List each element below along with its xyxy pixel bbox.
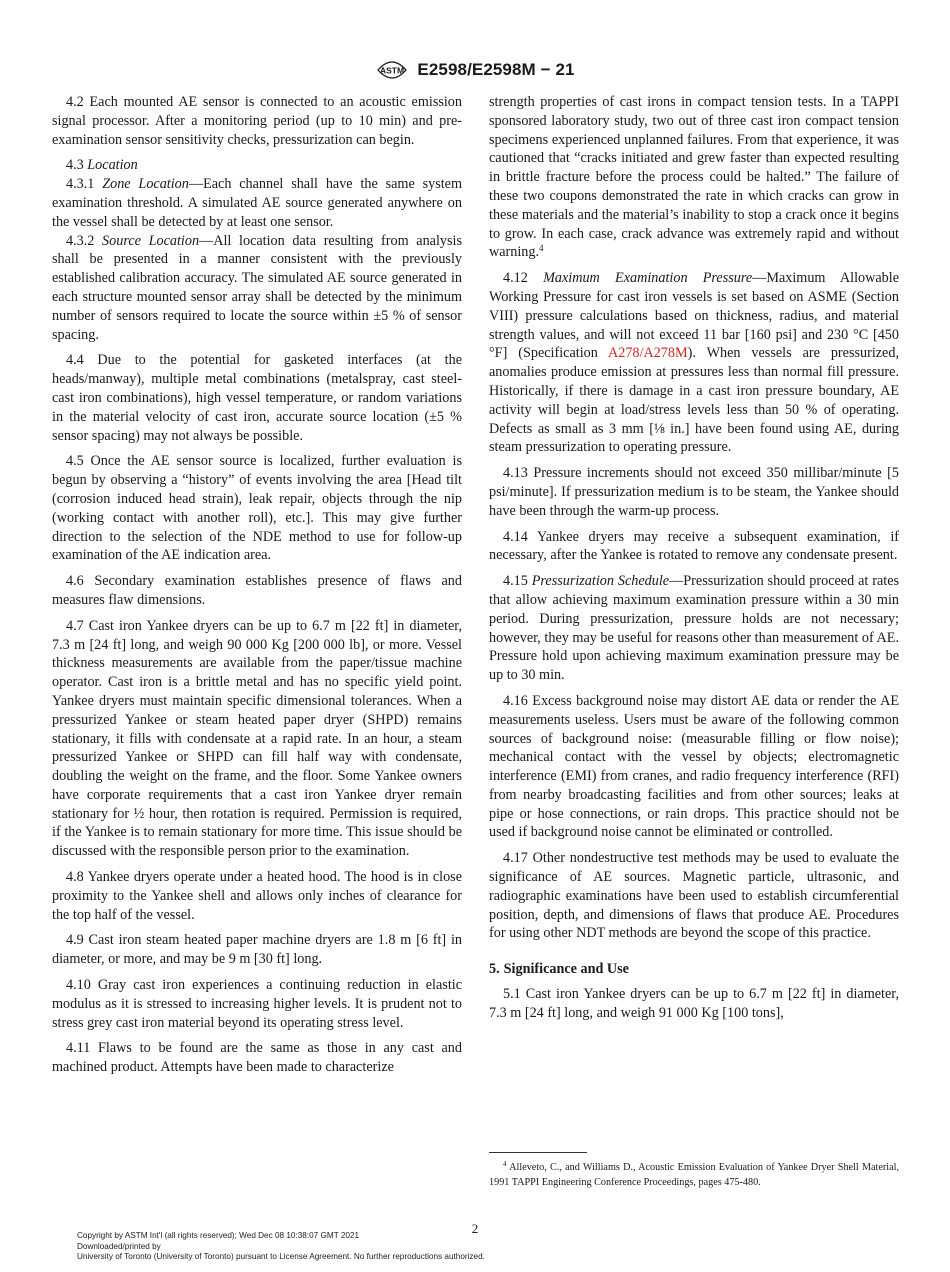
svg-text:ASTM: ASTM	[380, 65, 405, 76]
paragraph-5-1: 5.1 Cast iron Yankee dryers can be up to 6.7 m [22 ft] in diameter, 7.3 m [24 ft] long, and weigh 91 000 Kg [100 tons],	[489, 986, 899, 1021]
download-line: Downloaded/printed by	[77, 1241, 161, 1251]
paragraph-4-17: 4.17 Other nondestructive test methods may be used to evaluate the significance of AE sources. Magnetic particle, ultrasonic, and radiographic examinations have been used to establish circumferential position, depth, and dimensions of flaws that produce AE. Procedures for using other NDT methods are beyond the scope of this practice.	[489, 850, 899, 942]
paragraph-4-3-2: 4.3.2 Source Location—All location data resulting from analysis shall be presented in a manner consistent with the previously established calibration accuracy. The simulated AE source generated in each structure mounted sensor array shall be detected by the minimum number of sensors required to locate the source within ±5 % of sensor spacing.	[52, 232, 462, 343]
copyright-line: Copyright by ASTM Int'l (all rights reserved); Wed Dec 08 10:38:07 GMT 2021	[77, 1231, 360, 1240]
paragraph-4-10: 4.10 Gray cast iron experiences a continuing reduction in elastic modulus as it is stressed to increasing higher levels. It is prudent not to stress grey cast iron material beyond its operating stress level.	[52, 977, 462, 1031]
paragraph-4-11: 4.11 Flaws to be found are the same as those in any cast and machined product. Attempts have been made to characterize	[52, 1040, 462, 1076]
paragraph-4-13: 4.13 Pressure increments should not exceed 350 millibar/minute [5 psi/minute]. If pressurization medium is to be steam, the Yankee should have been through the warm-up process.	[489, 465, 899, 519]
page-number: 2	[471, 1221, 479, 1236]
left-column	[52, 93, 462, 1077]
paragraph-4-3: 4.3 Location	[66, 157, 138, 174]
license-line: University of Toronto (University of Toronto) pursuant to License Agreement. No further reproductions authorized.	[77, 1252, 485, 1261]
paragraph-4-6: 4.6 Secondary examination establishes presence of flaws and measures flaw dimensions.	[52, 573, 462, 608]
paragraph-4-15: 4.15 Pressurization Schedule—Pressurization should proceed at rates that allow achieving maximum examination pressure within a 30 min period. During pressurization, pressure holds are not necessary; however, they may be useful for reasons other than measurement of AE. Pressure hold upon achieving maximum examination pressure may be up to 30 min.	[489, 573, 900, 684]
paragraph-4-8: 4.8 Yankee dryers operate under a heated hood. The hood is in close proximity to the Yankee shell and allows only inches of clearance for the top half of the vessel.	[52, 869, 462, 923]
astm-logo-icon	[375, 55, 409, 85]
footnote-divider	[489, 1152, 587, 1153]
footnote-4: $^4$ Alleveto, C., and Williams D., Acoustic Emission Evaluation of Yankee Dryer Shell Material, 1991 TAPPI Engineering Conference Proceedings, pages 475-480.	[489, 1160, 899, 1188]
paragraph-4-16: 4.16 Excess background noise may distort AE data or render the AE measurements useless. Users must be aware of the following common sources of background noise: (measurable filling or flow noise); mechanical contact with the vessel by objects; electromagnetic interference (EMI) from cranes, and radio frequency interference (RFI) from nearby broadcasting facilities and from other sources; leaks at pipe or hose connections, or rain drops. This practice should not be used if background noise cannot be eliminated or controlled.	[489, 692, 899, 841]
standard-designation: E2598/E2598M − 21	[417, 60, 575, 79]
section-heading-5: 5. Significance and Use	[489, 961, 629, 978]
paragraph-4-7: 4.7 Cast iron Yankee dryers can be up to 6.7 m [22 ft] in diameter, 7.3 m [24 ft] long, and weigh 90 000 Kg [200 000 lb], or more. Vessel thickness measurements are available from the paper/tissue machine operator. Cast iron is a brittle metal and has no specific yield point. Yankee dryers must maintain specific dimensional tolerances. When a pressurized Yankee or steam heated paper dryer (SHPD) remains stationary, it fills with condensate at a rapid rate. In an hour, a steam pressurized Yankee or SHPD can fill half way with condensate, doubling the weight on the frame, and the floor. Some Yankee owners have corporate requirements that a cast iron Yankee dryer remain stationary for ½ hour, then rotation is required. Permission is required, if the Yankee is to remain stationary for more time. This issue should be discussed with the responsible person prior to the examination.	[52, 617, 462, 860]
paragraph-4-5: 4.5 Once the AE sensor source is localized, further evaluation is begun by observing a “history” of events involving the area [Head tilt (corrosion induced head strain), leak repair, objects through the nip (working contact with another roll), etc.]. This may give further direction to the selection of the NDE method to use for follow-up examination of the AE indication area.	[52, 453, 462, 564]
spec-link-a278[interactable]: A278/A278M	[608, 345, 688, 362]
footnote-ref[interactable]: 4	[539, 243, 544, 254]
paragraph-4-2: 4.2 Each mounted AE sensor is connected to an acoustic emission signal processor. After a monitoring period (up to 10 min) and pre-examination sensor sensitivity checks, pressurization can begin.	[52, 94, 462, 148]
paragraph-4-14: 4.14 Yankee dryers may receive a subsequent examination, if necessary, after the Yankee is rotated to remove any condensate present.	[489, 528, 899, 564]
paragraph-4-9: 4.9 Cast iron steam heated paper machine dryers are 1.8 m [6 ft] in diameter, or more, and may be 9 m [30 ft] long.	[52, 932, 462, 968]
page-header	[0, 56, 950, 84]
paragraph-4-12: 4.12 Maximum Examination Pressure—Maximum Allowable Working Pressure for cast iron vessels is set based on ASME (Section VIII) pressure calculations based on thickness, radius, and material strength values, and will not exceed 11 bar [160 psi] and 230 °C [450 °F] (Specification A278/A278M). When vessels are pressurized, anomalies produce emission at pressures less than normal fill pressure. Historically, if there is damage in a cast iron pressure boundary, AE activity will begin at load/stress levels less than 50 % of operating. Defects as small as 3 mm [⅛ in.] have been found using AE, during steam pressurization to operating pressure.	[489, 270, 900, 456]
copyright-notice	[77, 1231, 777, 1263]
right-column	[489, 93, 899, 1023]
paragraph-4-4: 4.4 Due to the potential for gasketed interfaces (at the heads/manway), multiple metal combinations (metalspray, cast steel-cast iron combinations), high vessel temperature, or random variations in the material velocity of cast iron, accurate source location (±5 % sensor spacing) may not always be possible.	[52, 352, 462, 444]
paragraph-4-11-continued: strength properties of cast irons in compact tension tests. In a TAPPI sponsored laboratory study, two out of three cast iron compact tension specimens experienced unplanned failures. From that experience, it was cautioned that “cracks initiated and grew faster than expected resulting in brittle fracture before the process could be halted.” The failure of these two coupons demonstrated the rate in which cracks can grow in these materials and the material’s inability to stop a crack once it begins to grow. In each case, crack advance was extremely rapid and without warning.$^4$	[489, 94, 899, 261]
paragraph-4-3-1: 4.3.1 Zone Location—Each channel shall have the same system examination threshold. A simulated AE source generated anywhere on the vessel shall be detected by at least one sensor.	[52, 176, 462, 230]
